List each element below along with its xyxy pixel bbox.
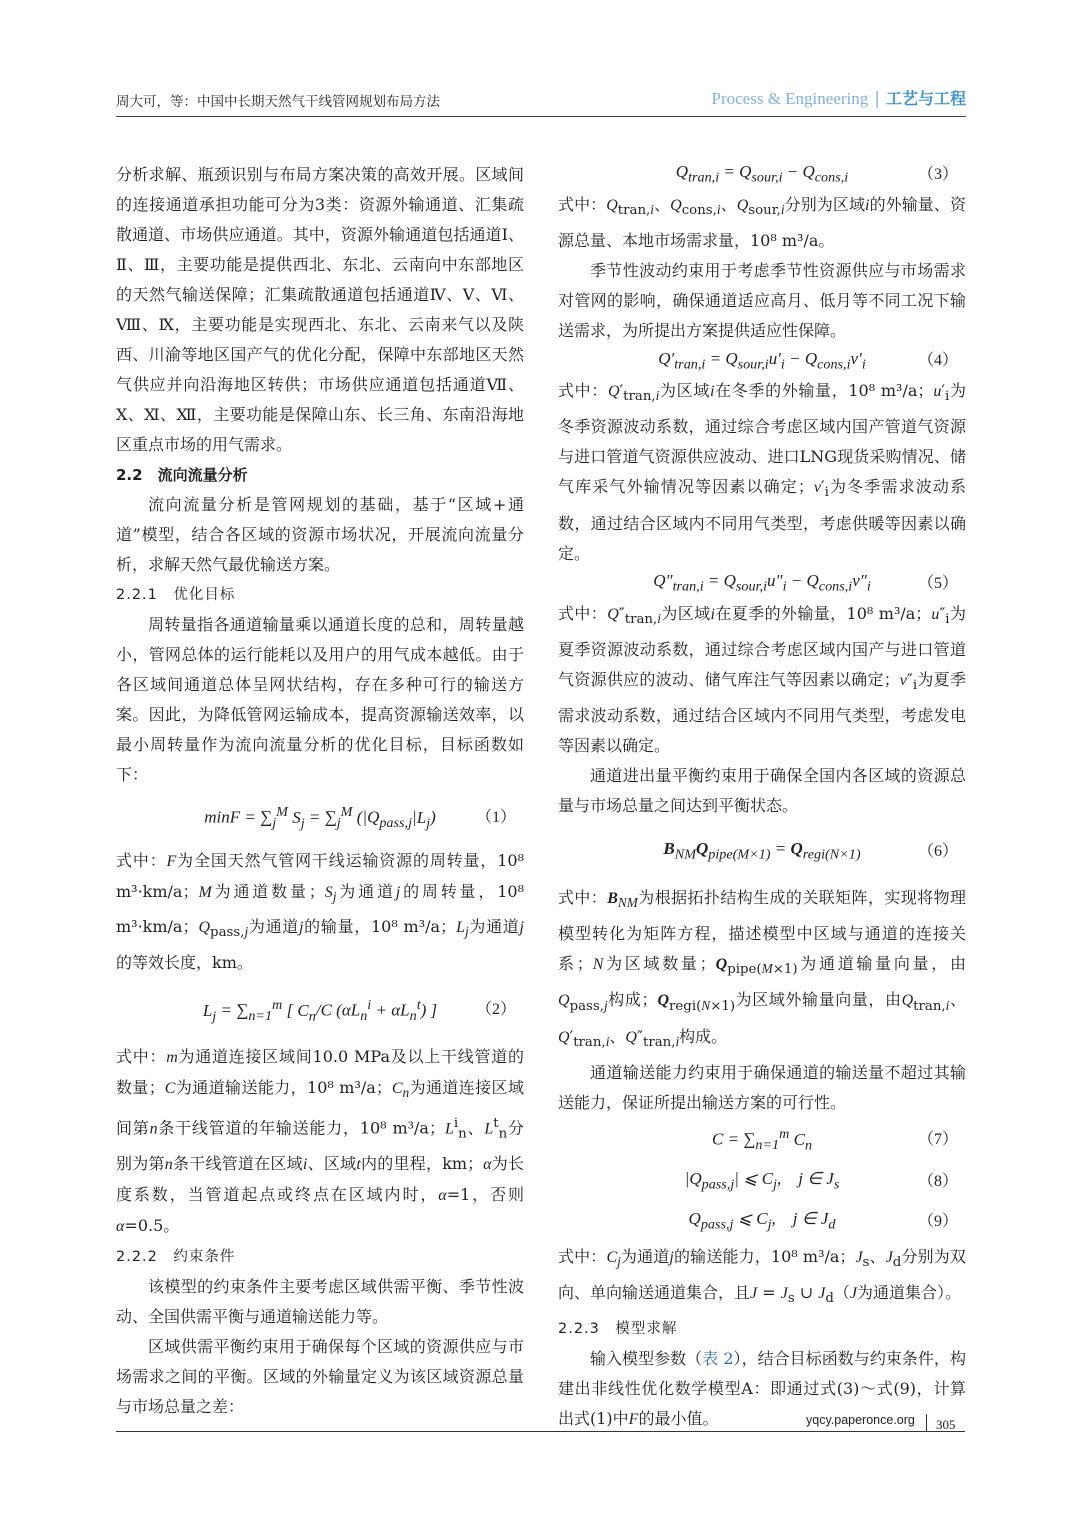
- paragraph: 式中：$Q'_{tran,i}$为区域i在冬季的外输量，10⁸ m³/a；$u'_i$为冬季资源波动系数，通过综合考虑区域内国产管道气资源与进口管道气资源供应波动、进口LNG现货采购情况、储气库采气外输情况等因素以确定；$v'_i$为冬季需求波动系数，通过结合区域内不同用气类型，考虑供暖等因素以确定。: [558, 381, 966, 563]
- paragraph: 式中：$Q''_{tran,i}$为区域i在夏季的外输量，10⁸ m³/a；$u''_i$为夏季资源波动系数，通过综合考虑区域内国产与进口管道气资源供应的波动、储气库注气等因素以确定；$v''_i$为夏季需求波动系数，通过结合区域内不同用气类型，考虑发电等因素以确定。: [558, 603, 966, 755]
- equation-2: $L_j = \sum_{n=1}^m$ [ $C_n/C$ $(\alpha L_n^i + \alpha L_n^t)$ ] （2）: [202, 996, 516, 1024]
- equation-number: （4）: [917, 352, 958, 370]
- equation-number: （8）: [917, 1172, 958, 1190]
- subsection-heading-2-2-3: 2.2.3 模型求解: [558, 1321, 678, 1338]
- equation-number: （6）: [917, 842, 958, 860]
- equation-number: （1）: [475, 809, 516, 826]
- paragraph: 输入模型参数（表 2），结合目标函数与约束条件，构建出非线性优化数学模型A：即通过式(3)～式(9)，计算出式(1)中F的最小值。: [558, 1349, 966, 1429]
- equation-number: （3）: [917, 166, 958, 183]
- running-header-title: 周大可，等：中国中长期天然气干线管网规划布局方法: [116, 94, 440, 110]
- paragraph: 周转量指各通道输量乘以通道长度的总和，周转量越小，管网总体的运行能耗以及用户的用气成本越低。由于各区域间通道总体呈网状结构，存在多种可行的输送方案。因此，为降低管网运输成本，提高资源输送效率，以最小周转量作为流向流量分析的优化目标，目标函数如下：: [116, 615, 524, 784]
- right-column: [558, 160, 966, 1435]
- equation-number: （2）: [475, 1001, 516, 1019]
- equation-9: $Q_{pass,j}$ ⩽ $C_j$, j ∈ $J_d$ （9）: [558, 1202, 966, 1242]
- journal-section-header: [712, 86, 967, 109]
- paragraph: 通道输送能力约束用于确保通道的输送量不超过其输送能力，保证所提出输送方案的可行性。: [558, 1062, 966, 1112]
- equation-8: $|Q_{pass,j}|$ ⩽ $C_j$, j ∈ $J_s$ （8）: [558, 1162, 966, 1202]
- page-number: 305: [936, 1417, 956, 1432]
- equation-number: （5）: [917, 574, 958, 592]
- paragraph: 该模型的约束条件主要考虑区域供需平衡、季节性波动、全国供需平衡与通道输送能力等。: [116, 1277, 524, 1327]
- equation-3: $Q_{tran,i} = Q_{sour,i} - Q_{cons,i}$ （3）: [558, 160, 966, 190]
- header-separator: |: [874, 89, 880, 109]
- paragraph: 式中：m为通道连接区域间10.0 MPa及以上干线管道的数量；C为通道输送能力，10⁸ m³/a；$C_n$为通道连接区域间第n条干线管道的年输送能力，10⁸ m³/a；$L^i_n$、$L^t_n$分别为第n条干线管道在区域i、区域t内的里程，km；α为长度系数，当管道起点或终点在区域内时，α=1，否则α=0.5。: [116, 1047, 524, 1236]
- header-rule: [116, 116, 966, 117]
- paragraph: 通道进出量平衡约束用于确保全国内各区域的资源总量与市场总量之间达到平衡状态。: [558, 765, 966, 815]
- paragraph: 式中：$C_j$为通道j的输送能力，10⁸ m³/a；$J_s$、$J_d$分别为双向、单向输送通道集合，且$J = J_s$ ∪ $J_d(J$为通道集合）。: [558, 1246, 966, 1307]
- journal-section-en: Process & Engineering: [711, 89, 869, 108]
- equation-number: （7）: [917, 1130, 958, 1148]
- paragraph: 分析求解、瓶颈识别与布局方案决策的高效开展。区域间的连接通道承担功能可分为3类：资源外输通道、汇集疏散通道、市场供应通道。其中，资源外输通道包括通道Ⅰ、Ⅱ、Ⅲ，主要功能是提供西北、东北、云南向中东部地区的天然气输送保障；汇集疏散通道包括通道Ⅳ、Ⅴ、Ⅵ、Ⅷ、Ⅸ，主要功能是实现西北、东北、云南来气以及陕西、川渝等地区国产气的优化分配，保障中东部地区天然气供应并向沿海地区转供；市场供应通道包括通道Ⅶ、Ⅹ、Ⅺ、Ⅻ，主要功能是保障山东、长三角、东南沿海地区重点市场的用气需求。: [116, 165, 524, 454]
- equation-7: $C = \sum_{n=1}^m$ $C_n$ （7）: [711, 1126, 958, 1154]
- equation-6: $B_{NM}Q_{pipe(M\times 1)} = Q_{regi(N\times 1)}$ （6）: [558, 821, 966, 883]
- table-2-link[interactable]: 表 2: [702, 1349, 734, 1369]
- paragraph: 式中：$Q_{tran,i}$、$Q_{cons,i}$、$Q_{sour,i}$分别为区域i的外输量、资源总量、本地市场需求量，10⁸ m³/a。: [558, 195, 966, 251]
- equation-5: $Q''_{tran,i} = Q_{sour,i}u''_i - Q_{cons,i}v''_i$ （5）: [558, 569, 966, 599]
- paragraph: 式中：$B_{NM}$为根据拓扑结构生成的关联矩阵，实现将物理模型转化为矩阵方程，描述模型中区域与通道的连接关系；N为区域数量；$Q_{pipe(M\times 1)}$为通道输量向量，由$Q_{pass,j}$构成；$Q_{regi(N\times 1)}$为区域外输量向量，由$Q_{tran,i}$、$Q'_{tran,i}$、$Q''_{tran,i}$构成。: [558, 887, 966, 1050]
- equation-number: （9）: [917, 1212, 958, 1230]
- paragraph: 流向流量分析是管网规划的基础，基于“区域+通道”模型，结合各区域的资源市场状况，开展流向流量分析，求解天然气最优输送方案。: [116, 495, 524, 574]
- journal-section-cn: 工艺与工程: [885, 89, 966, 108]
- subsection-heading-2-2-2: 2.2.2 约束条件: [116, 1249, 236, 1266]
- subsection-heading-2-2-1: 2.2.1 优化目标: [116, 587, 236, 603]
- footer-url[interactable]: yqcy.paperonce.org: [806, 1413, 915, 1427]
- equation-1: $\min F = \sum_j^M$ $S_j = \sum_j^M$ $(|Q_{pass,j}|L_j)$ （1）: [204, 804, 516, 832]
- paragraph: 季节性波动约束用于考虑季节性资源供应与市场需求对管网的影响，确保通道适应高月、低月等不同工况下输送需求，为所提出方案提供适应性保障。: [558, 261, 966, 341]
- section-heading-2-2: 2.2 流向流量分析: [116, 466, 248, 484]
- footer-rule: [116, 1431, 926, 1432]
- left-column: [116, 160, 524, 1422]
- paragraph: 式中：F为全国天然气管网干线运输资源的周转量，10⁸ m³·km/a；M为通道数量；$S_j$为通道j的周转量，10⁸ m³·km/a；$Q_{pass,j}$为通道j的输量，10⁸ m³/a；$L_j$为通道j的等效长度，km。: [116, 851, 524, 973]
- paragraph: 区域供需平衡约束用于确保每个区域的资源供应与市场需求之间的平衡。区域的外输量定义为该区域资源总量与市场总量之差：: [116, 1337, 524, 1417]
- equation-4: $Q'_{tran,i} = Q_{sour,i}u'_i - Q_{cons,i}v'_i$ （4）: [558, 346, 966, 376]
